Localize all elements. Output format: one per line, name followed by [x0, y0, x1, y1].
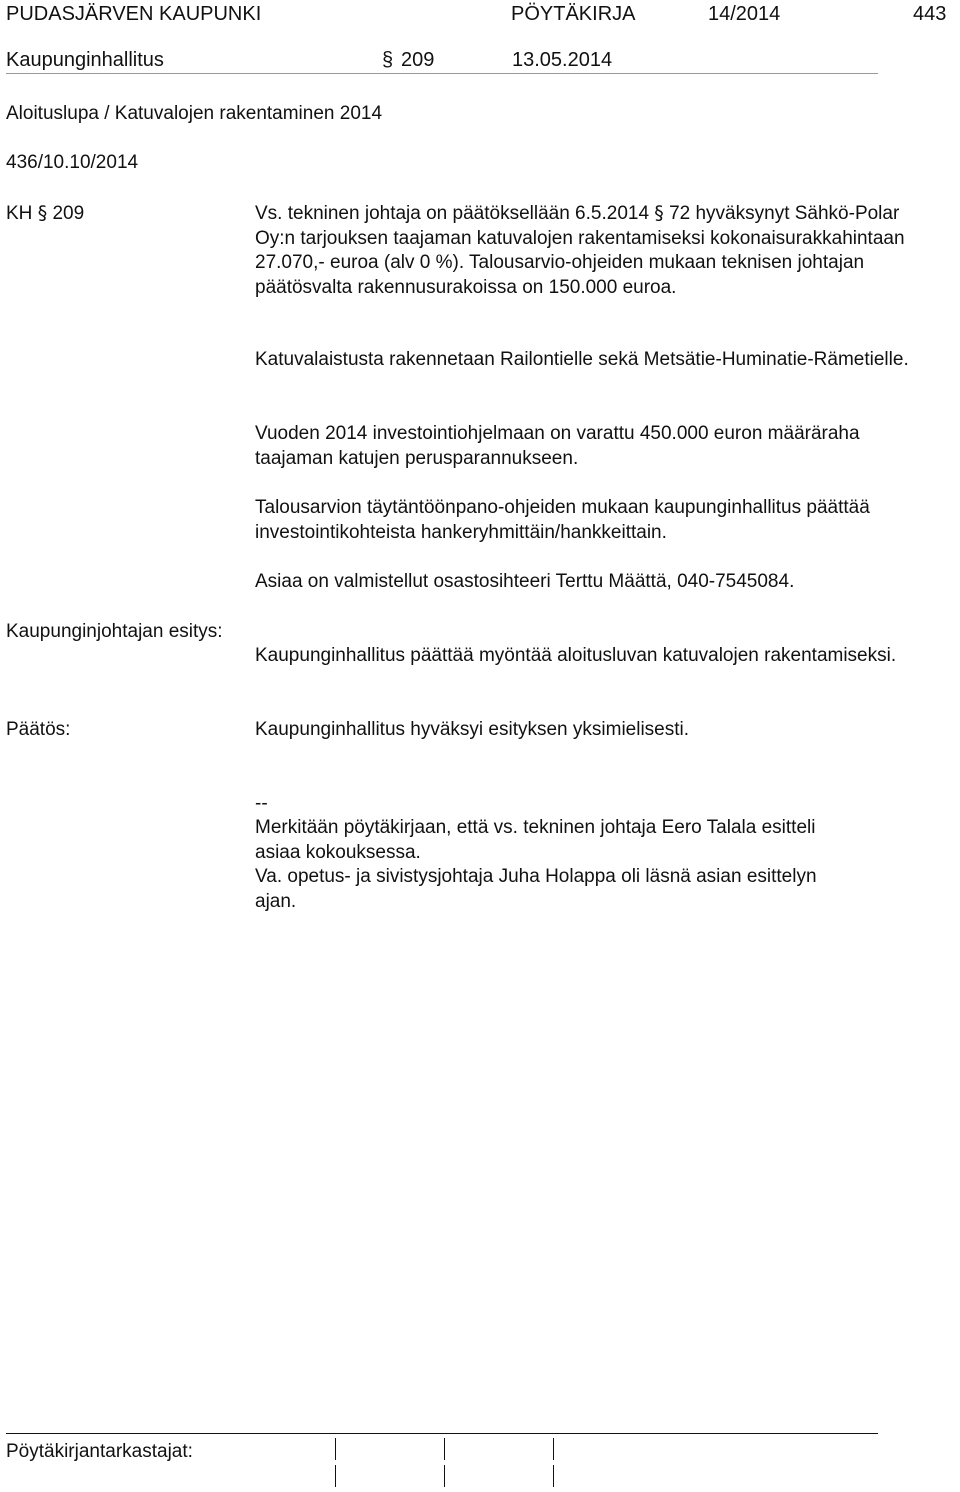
section-sign: §: [382, 49, 394, 71]
notes-separator: --: [255, 793, 268, 814]
signature-box-2a: [444, 1438, 445, 1460]
doc-type: PÖYTÄKIRJA: [511, 3, 636, 25]
footer-divider: [6, 1433, 878, 1434]
signature-box-1a: [335, 1438, 336, 1460]
kh-section-sign: §: [37, 202, 48, 224]
decision-label: Päätös:: [6, 719, 71, 740]
kh-number: 209: [52, 203, 85, 224]
kh-para-3: Vuoden 2014 investointiohjelmaan on varattu 450.000 euron määräraha taajaman katujen perusparannukseen.: [255, 423, 860, 469]
proposal-label: Kaupunginjohtajan esitys:: [6, 621, 223, 642]
kh-label: KH § 209: [6, 202, 85, 224]
notes-line-1: Merkitään pöytäkirjaan, että vs. tekninen johtaja Eero Talala esitteli asiaa kokouksessa.: [255, 817, 816, 863]
page-number: 443: [913, 3, 947, 25]
org-name: PUDASJÄRVEN KAUPUNKI: [6, 3, 262, 25]
doc-number: 14/2014: [708, 3, 781, 25]
section-number: 209: [401, 49, 435, 71]
signature-box-3a: [553, 1438, 554, 1460]
item-reference: 436/10.10/2014: [6, 152, 139, 173]
header-divider: [6, 73, 878, 74]
decision-text: Kaupunginhallitus hyväksyi esityksen yksimielisesti.: [255, 719, 690, 740]
proposal-text: Kaupunginhallitus päättää myöntää aloitusluvan katuvalojen rakentamiseksi.: [255, 645, 897, 666]
kh-para-4: Talousarvion täytäntöönpano-ohjeiden mukaan kaupunginhallitus päättää investointikohteista hankeryhmittäin/hankkeittain.: [255, 497, 870, 543]
kh-para-5: Asiaa on valmistellut osastosihteeri Terttu Määttä, 040-7545084.: [255, 571, 795, 592]
notes-line-2: Va. opetus- ja sivistysjohtaja Juha Holappa oli läsnä asian esittelyn ajan.: [255, 866, 817, 912]
kh-para-2: Katuvalaistusta rakennetaan Railontielle sekä Metsätie-Huminatie-Rämetielle.: [255, 349, 909, 370]
signature-box-1b: [335, 1465, 336, 1487]
item-title: Aloituslupa / Katuvalojen rakentaminen 2014: [6, 103, 383, 124]
meeting-date: 13.05.2014: [512, 49, 613, 71]
signature-box-3b: [553, 1465, 554, 1487]
kh-para-1: Vs. tekninen johtaja on päätöksellään 6.5.2014 § 72 hyväksynyt Sähkö-Polar Oy:n tarjouksen taajaman katuvalojen rakentamiseksi kokonaisurakkahintaan 27.070,- euroa (alv 0 %). Talousarvio-ohjeiden mukaan teknisen johtajan päätösvalta rakennusurakoissa on 150.000 euroa.: [255, 202, 905, 298]
footer-label: Pöytäkirjantarkastajat:: [6, 1441, 193, 1462]
meeting-body: Kaupunginhallitus: [6, 49, 164, 71]
signature-box-2b: [444, 1465, 445, 1487]
